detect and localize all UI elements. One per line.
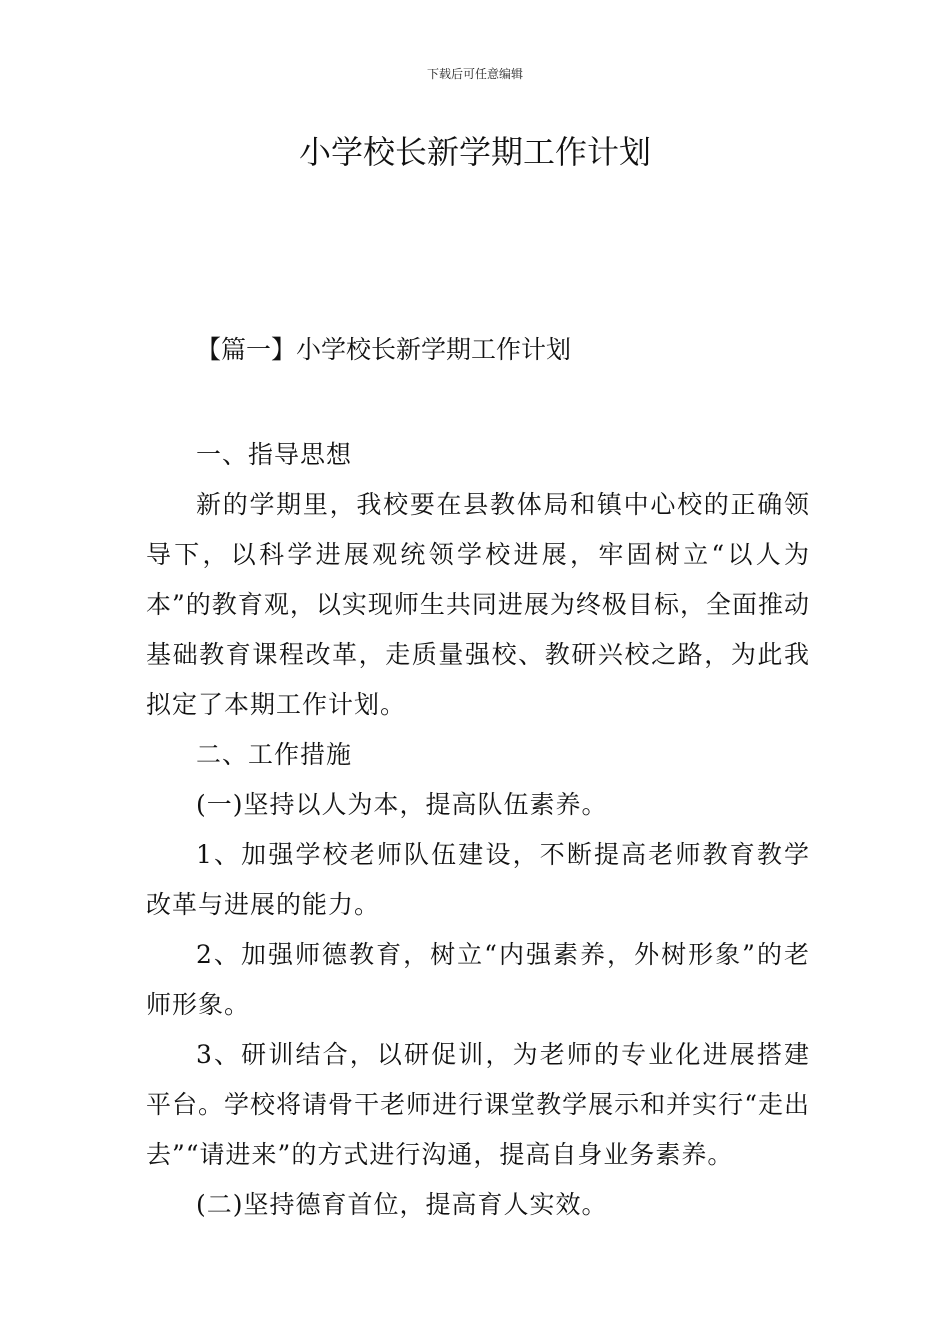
subheading-people-oriented: (一)坚持以人为本，提高队伍素养。 xyxy=(196,790,608,819)
header-note: 下载后可任意编辑 xyxy=(426,67,523,81)
document-title: 小学校长新学期工作计划 xyxy=(298,133,651,171)
section-title: 【篇一】小学校长新学期工作计划 xyxy=(196,335,572,364)
document-body xyxy=(146,430,810,1230)
list-item-3: 3、研训结合，以研促训，为老师的专业化进展搭建平台。学校将请骨干老师进行课堂教学展示和并实行“走出去”“请进来”的方式进行沟通，提高自身业务素养。 xyxy=(146,1040,810,1169)
subheading-moral-education: (二)坚持德育首位，提高育人实效。 xyxy=(196,1190,608,1219)
list-item-2: 2、加强师德教育，树立“内强素养，外树形象”的老师形象。 xyxy=(146,940,810,1019)
heading-guiding-ideology: 一、指导思想 xyxy=(196,440,353,469)
list-item-1: 1、加强学校老师队伍建设，不断提高老师教育教学改革与进展的能力。 xyxy=(146,840,810,919)
paragraph-guiding-ideology: 新的学期里，我校要在县教体局和镇中心校的正确领导下，以科学进展观统领学校进展，牢固树立“以人为本”的教育观，以实现师生共同进展为终极目标，全面推动基础教育课程改革，走质量强校、教研兴校之路，为此我拟定了本期工作计划。 xyxy=(146,490,810,719)
heading-work-measures: 二、工作措施 xyxy=(196,740,353,769)
